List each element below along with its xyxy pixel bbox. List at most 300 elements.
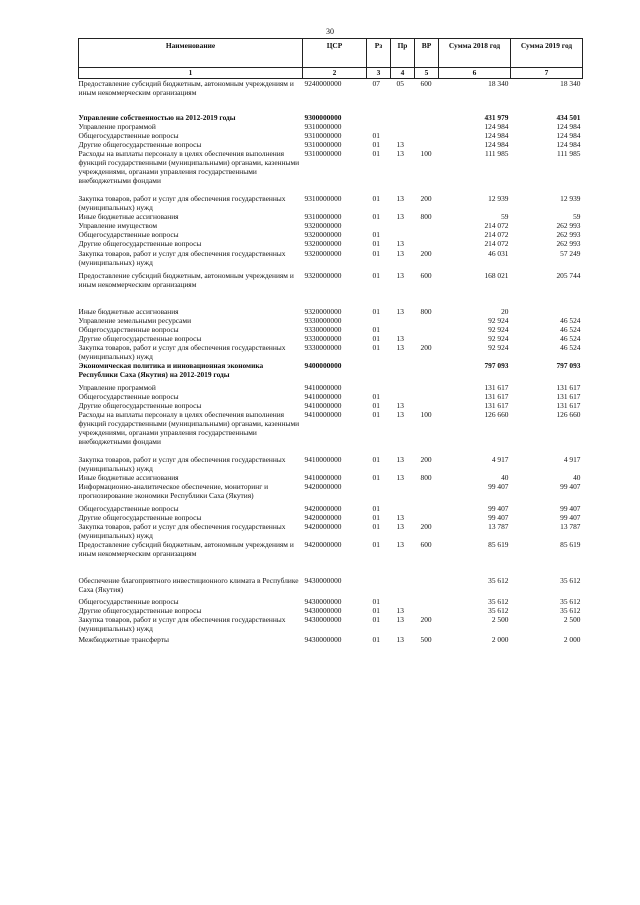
cell-rz: 01 bbox=[372, 409, 380, 419]
cell-sum-2019: 35 612 bbox=[560, 605, 581, 615]
column-number: 7 bbox=[511, 68, 583, 79]
cell-sum-2018: 20 bbox=[501, 306, 509, 316]
cell-pr bbox=[391, 122, 415, 131]
cell-sum-2018: 59 bbox=[501, 212, 509, 222]
cell-vr bbox=[415, 513, 439, 522]
cell-csr: 9310000000 bbox=[304, 194, 342, 204]
cell-csr: 9420000000 bbox=[304, 482, 342, 492]
cell-name: Управление земельными ресурсами bbox=[78, 315, 192, 325]
cell-name: Закупка товаров, работ и услуг для обеспечения государственных (муниципальных) нужд bbox=[78, 248, 286, 267]
table-row bbox=[79, 289, 583, 316]
cell-vr: 200 bbox=[420, 522, 432, 532]
cell-pr: 13 bbox=[396, 239, 404, 249]
cell-pr bbox=[391, 230, 415, 239]
cell-rz bbox=[367, 379, 391, 392]
cell-pr: 13 bbox=[396, 614, 404, 624]
cell-sum-2018: 35 612 bbox=[488, 596, 509, 606]
cell-rz bbox=[367, 361, 391, 379]
cell-csr: 9420000000 bbox=[304, 513, 342, 523]
cell-rz: 01 bbox=[372, 324, 380, 334]
cell-vr bbox=[415, 595, 439, 606]
cell-rz: 01 bbox=[372, 540, 380, 550]
table-row bbox=[79, 513, 583, 522]
cell-name: Другие общегосударственные вопросы bbox=[78, 400, 202, 410]
cell-name: Иные бюджетные ассигнования bbox=[78, 212, 179, 222]
cell-pr: 05 bbox=[396, 79, 404, 88]
cell-name: Общегосударственные вопросы bbox=[78, 131, 179, 141]
table-row bbox=[79, 446, 583, 473]
table-row bbox=[79, 316, 583, 325]
cell-sum-2018: 40 bbox=[501, 473, 509, 483]
table-row bbox=[79, 249, 583, 267]
cell-sum-2018: 92 924 bbox=[488, 324, 509, 334]
cell-sum-2018: 99 407 bbox=[488, 482, 509, 492]
cell-sum-2018: 99 407 bbox=[488, 513, 509, 523]
cell-sum-2018: 2 500 bbox=[491, 614, 509, 624]
table-row bbox=[79, 185, 583, 212]
cell-csr: 9320000000 bbox=[304, 270, 342, 280]
cell-sum-2019: 2 500 bbox=[563, 614, 581, 624]
header-vr: ВР bbox=[415, 39, 439, 68]
cell-sum-2019: 131 617 bbox=[556, 400, 581, 410]
cell-rz: 01 bbox=[372, 614, 380, 624]
cell-pr: 13 bbox=[396, 248, 404, 258]
table-body bbox=[79, 79, 583, 644]
cell-vr bbox=[415, 606, 439, 615]
cell-rz: 01 bbox=[372, 239, 380, 249]
table-row bbox=[79, 131, 583, 140]
table-row bbox=[79, 615, 583, 633]
cell-vr bbox=[415, 122, 439, 131]
cell-sum-2019: 40 bbox=[573, 473, 581, 483]
cell-vr bbox=[415, 239, 439, 248]
cell-sum-2019: 99 407 bbox=[560, 482, 581, 492]
table-row bbox=[79, 473, 583, 482]
cell-sum-2018: 431 979 bbox=[484, 113, 509, 123]
table-row bbox=[79, 410, 583, 446]
cell-vr bbox=[415, 361, 439, 379]
cell-sum-2019: 262 993 bbox=[556, 230, 581, 240]
cell-rz bbox=[367, 122, 391, 131]
cell-name: Управление программой bbox=[78, 122, 156, 132]
cell-name: Общегосударственные вопросы bbox=[78, 596, 179, 606]
page-number bbox=[0, 27, 640, 36]
cell-rz: 01 bbox=[372, 194, 380, 204]
cell-sum-2019: 59 bbox=[573, 212, 581, 222]
table-row bbox=[79, 140, 583, 149]
cell-sum-2019: 12 939 bbox=[560, 194, 581, 204]
cell-vr: 200 bbox=[420, 248, 432, 258]
cell-vr bbox=[415, 482, 439, 500]
cell-csr: 9310000000 bbox=[304, 131, 342, 141]
table-row bbox=[79, 230, 583, 239]
column-number: 5 bbox=[415, 68, 439, 79]
header-sum-2018: Сумма 2018 год bbox=[439, 39, 511, 68]
cell-name: Другие общегосударственные вопросы bbox=[78, 333, 202, 343]
cell-vr bbox=[415, 401, 439, 410]
cell-pr: 13 bbox=[396, 306, 404, 316]
cell-sum-2019: 2 000 bbox=[563, 634, 581, 644]
cell-name: Общегосударственные вопросы bbox=[78, 324, 179, 334]
cell-sum-2018: 131 617 bbox=[484, 391, 509, 401]
cell-vr: 200 bbox=[420, 194, 432, 204]
cell-csr: 9420000000 bbox=[304, 504, 342, 514]
budget-table bbox=[78, 38, 583, 644]
cell-sum-2019: 99 407 bbox=[560, 513, 581, 523]
cell-sum-2019: 797 093 bbox=[556, 360, 581, 370]
table-row bbox=[79, 500, 583, 513]
table-row bbox=[79, 343, 583, 361]
cell-rz: 01 bbox=[372, 149, 380, 159]
cell-rz: 01 bbox=[372, 634, 380, 644]
cell-csr: 9430000000 bbox=[304, 634, 342, 644]
cell-csr: 9310000000 bbox=[304, 140, 342, 150]
cell-pr: 13 bbox=[396, 473, 404, 483]
cell-rz: 01 bbox=[372, 504, 380, 514]
cell-csr: 9320000000 bbox=[304, 230, 342, 240]
column-number: 4 bbox=[391, 68, 415, 79]
cell-vr: 100 bbox=[420, 149, 432, 159]
cell-rz: 01 bbox=[372, 605, 380, 615]
cell-rz: 01 bbox=[372, 596, 380, 606]
cell-sum-2018: 2 000 bbox=[491, 634, 509, 644]
table-row bbox=[79, 633, 583, 644]
table-row bbox=[79, 97, 583, 122]
table-row bbox=[79, 595, 583, 606]
cell-rz bbox=[367, 482, 391, 500]
cell-name: Обеспечение благоприятного инвестиционного климата в Республике Саха (Якутия) bbox=[78, 576, 299, 595]
cell-sum-2019: 85 619 bbox=[560, 540, 581, 550]
cell-csr: 9320000000 bbox=[304, 221, 342, 231]
table-row bbox=[79, 79, 583, 98]
cell-rz: 01 bbox=[372, 140, 380, 150]
cell-sum-2019: 434 501 bbox=[556, 113, 581, 123]
table-row bbox=[79, 149, 583, 185]
header-sum-2019: Сумма 2019 год bbox=[511, 39, 583, 68]
cell-csr: 9310000000 bbox=[304, 212, 342, 222]
cell-csr: 9310000000 bbox=[304, 149, 342, 159]
cell-pr: 13 bbox=[396, 212, 404, 222]
cell-rz bbox=[367, 97, 391, 122]
cell-name: Другие общегосударственные вопросы bbox=[78, 239, 202, 249]
cell-sum-2018: 214 072 bbox=[484, 221, 509, 231]
column-number: 2 bbox=[303, 68, 367, 79]
cell-name: Закупка товаров, работ и услуг для обеспечения государственных (муниципальных) нужд bbox=[78, 342, 286, 361]
cell-csr: 9430000000 bbox=[304, 576, 342, 586]
cell-rz: 01 bbox=[372, 230, 380, 240]
cell-sum-2018: 92 924 bbox=[488, 333, 509, 343]
cell-rz: 01 bbox=[372, 306, 380, 316]
table-row bbox=[79, 540, 583, 558]
cell-sum-2019: 131 617 bbox=[556, 382, 581, 392]
cell-vr: 800 bbox=[420, 473, 432, 483]
cell-rz bbox=[367, 221, 391, 230]
cell-sum-2019: 126 660 bbox=[556, 409, 581, 419]
cell-pr: 13 bbox=[396, 455, 404, 465]
cell-name: Расходы на выплаты персоналу в целях обеспечения выполнения функций государственными (муниципальными) органами, казенными учреждениями, органами управления государственными внебюджетными фондами bbox=[78, 149, 300, 186]
cell-vr bbox=[415, 140, 439, 149]
column-number: 1 bbox=[79, 68, 303, 79]
cell-sum-2019: 124 984 bbox=[556, 131, 581, 141]
cell-name: Управление имуществом bbox=[78, 221, 158, 231]
cell-csr: 9330000000 bbox=[304, 324, 342, 334]
cell-sum-2018: 85 619 bbox=[488, 540, 509, 550]
cell-csr: 9310000000 bbox=[304, 122, 342, 132]
cell-name: Расходы на выплаты персоналу в целях обеспечения выполнения функций государственными (муниципальными) органами, казенными учреждениями, органами управления государственными внебюджетными фондами bbox=[78, 409, 300, 447]
cell-sum-2019: 99 407 bbox=[560, 504, 581, 514]
cell-csr: 9240000000 bbox=[304, 79, 342, 88]
cell-vr bbox=[415, 500, 439, 513]
cell-sum-2019: 205 744 bbox=[556, 270, 581, 280]
table-header bbox=[79, 39, 583, 79]
cell-csr: 9430000000 bbox=[304, 614, 342, 624]
table-row bbox=[79, 212, 583, 221]
cell-sum-2019: 18 340 bbox=[560, 79, 581, 88]
cell-rz: 01 bbox=[372, 333, 380, 343]
cell-rz: 01 bbox=[372, 473, 380, 483]
cell-vr bbox=[415, 325, 439, 334]
cell-pr: 13 bbox=[396, 409, 404, 419]
cell-sum-2018: 214 072 bbox=[484, 230, 509, 240]
cell-csr: 9320000000 bbox=[304, 239, 342, 249]
cell-rz: 01 bbox=[372, 342, 380, 352]
table-row bbox=[79, 334, 583, 343]
cell-sum-2018: 124 984 bbox=[484, 131, 509, 141]
cell-name: Предоставление субсидий бюджетным, автономным учреждениям и иным некоммерческим организациям bbox=[78, 540, 294, 559]
cell-csr: 9410000000 bbox=[304, 455, 342, 465]
cell-sum-2018: 35 612 bbox=[488, 605, 509, 615]
cell-rz: 01 bbox=[372, 455, 380, 465]
cell-pr bbox=[391, 500, 415, 513]
cell-csr: 9330000000 bbox=[304, 342, 342, 352]
cell-csr: 9330000000 bbox=[304, 315, 342, 325]
cell-rz: 01 bbox=[372, 522, 380, 532]
cell-vr bbox=[415, 379, 439, 392]
cell-pr bbox=[391, 482, 415, 500]
cell-sum-2018: 131 617 bbox=[484, 400, 509, 410]
cell-pr bbox=[391, 392, 415, 401]
cell-pr: 13 bbox=[396, 194, 404, 204]
cell-sum-2018: 168 021 bbox=[484, 270, 509, 280]
cell-name: Другие общегосударственные вопросы bbox=[78, 140, 202, 150]
cell-vr: 100 bbox=[420, 409, 432, 419]
cell-sum-2018: 46 031 bbox=[488, 248, 509, 258]
cell-vr: 600 bbox=[420, 270, 432, 280]
table-row bbox=[79, 221, 583, 230]
cell-sum-2018: 124 984 bbox=[484, 122, 509, 132]
table-row bbox=[79, 379, 583, 392]
cell-sum-2019 bbox=[511, 289, 583, 316]
cell-name: Межбюджетные трансферты bbox=[78, 634, 169, 644]
cell-sum-2019: 46 524 bbox=[560, 315, 581, 325]
cell-rz bbox=[367, 316, 391, 325]
cell-csr: 9330000000 bbox=[304, 333, 342, 343]
cell-rz: 01 bbox=[372, 513, 380, 523]
header-rz: Рз bbox=[367, 39, 391, 68]
column-number: 6 bbox=[439, 68, 511, 79]
cell-vr: 800 bbox=[420, 212, 432, 222]
table-row bbox=[79, 392, 583, 401]
cell-sum-2018: 35 612 bbox=[488, 576, 509, 586]
header-row bbox=[79, 39, 583, 68]
cell-name: Закупка товаров, работ и услуг для обеспечения государственных (муниципальных) нужд bbox=[78, 455, 286, 474]
cell-pr bbox=[391, 379, 415, 392]
cell-name: Предоставление субсидий бюджетным, автономным учреждениям и иным некоммерческим организациям bbox=[78, 79, 294, 98]
cell-pr bbox=[391, 316, 415, 325]
cell-sum-2019: 13 787 bbox=[560, 522, 581, 532]
cell-name: Информационно-аналитическое обеспечение, мониторинг и прогнозирование экономики Республики Саха (Якутия) bbox=[78, 482, 269, 501]
cell-vr: 500 bbox=[420, 634, 432, 644]
cell-pr: 13 bbox=[396, 149, 404, 159]
cell-sum-2019: 262 993 bbox=[556, 221, 581, 231]
header-name: Наименование bbox=[79, 39, 303, 68]
cell-sum-2018: 92 924 bbox=[488, 342, 509, 352]
table-row bbox=[79, 361, 583, 379]
cell-pr bbox=[391, 97, 415, 122]
cell-rz: 01 bbox=[372, 391, 380, 401]
cell-pr: 13 bbox=[396, 605, 404, 615]
cell-rz: 01 bbox=[372, 212, 380, 222]
cell-name: Закупка товаров, работ и услуг для обеспечения государственных (муниципальных) нужд bbox=[78, 194, 286, 213]
cell-pr: 13 bbox=[396, 270, 404, 280]
cell-sum-2018: 13 787 bbox=[488, 522, 509, 532]
cell-sum-2019: 124 984 bbox=[556, 140, 581, 150]
cell-csr: 9320000000 bbox=[304, 306, 342, 316]
cell-sum-2019: 111 985 bbox=[557, 149, 581, 159]
table-row bbox=[79, 239, 583, 248]
cell-vr: 200 bbox=[420, 455, 432, 465]
cell-csr: 9300000000 bbox=[304, 113, 342, 123]
cell-sum-2018: 214 072 bbox=[484, 239, 509, 249]
cell-csr: 9400000000 bbox=[304, 360, 342, 370]
cell-sum-2018: 797 093 bbox=[484, 360, 509, 370]
cell-vr bbox=[415, 230, 439, 239]
cell-csr: 9420000000 bbox=[304, 522, 342, 532]
cell-sum-2019: 35 612 bbox=[560, 596, 581, 606]
cell-csr: 9410000000 bbox=[304, 391, 342, 401]
cell-name: Предоставление субсидий бюджетным, автономным учреждениям и иным некоммерческим организациям bbox=[78, 270, 294, 289]
cell-sum-2019: 35 612 bbox=[560, 576, 581, 586]
cell-name: Другие общегосударственные вопросы bbox=[78, 605, 202, 615]
cell-rz: 01 bbox=[372, 270, 380, 280]
table-row bbox=[79, 401, 583, 410]
cell-name: Общегосударственные вопросы bbox=[78, 230, 179, 240]
cell-pr bbox=[391, 558, 415, 594]
cell-vr bbox=[415, 558, 439, 594]
cell-sum-2018: 99 407 bbox=[488, 504, 509, 514]
table-row bbox=[79, 267, 583, 289]
table-row bbox=[79, 606, 583, 615]
cell-csr: 9430000000 bbox=[304, 605, 342, 615]
cell-pr: 13 bbox=[396, 513, 404, 523]
table-row bbox=[79, 522, 583, 540]
cell-pr: 13 bbox=[396, 333, 404, 343]
column-number-row bbox=[79, 68, 583, 79]
cell-csr: 9410000000 bbox=[304, 400, 342, 410]
cell-sum-2018: 18 340 bbox=[488, 79, 509, 88]
cell-pr bbox=[391, 361, 415, 379]
cell-csr: 9320000000 bbox=[304, 248, 342, 258]
cell-sum-2018: 124 984 bbox=[484, 140, 509, 150]
cell-name: Управление собственностью на 2012-2019 годы bbox=[78, 113, 236, 123]
cell-name: Иные бюджетные ассигнования bbox=[78, 306, 179, 316]
cell-csr: 9410000000 bbox=[304, 409, 342, 419]
cell-vr bbox=[415, 392, 439, 401]
cell-sum-2019: 131 617 bbox=[556, 391, 581, 401]
cell-name: Иные бюджетные ассигнования bbox=[78, 473, 179, 483]
cell-sum-2019: 46 524 bbox=[560, 333, 581, 343]
cell-pr: 13 bbox=[396, 342, 404, 352]
table-row bbox=[79, 325, 583, 334]
header-pr: Пр bbox=[391, 39, 415, 68]
cell-csr: 9410000000 bbox=[304, 473, 342, 483]
cell-pr: 13 bbox=[396, 540, 404, 550]
cell-vr: 800 bbox=[420, 306, 432, 316]
cell-name: Закупка товаров, работ и услуг для обеспечения государственных (муниципальных) нужд bbox=[78, 614, 286, 633]
cell-sum-2018: 12 939 bbox=[488, 194, 509, 204]
cell-sum-2019: 57 249 bbox=[560, 248, 581, 258]
cell-rz bbox=[367, 558, 391, 594]
cell-sum-2019: 262 993 bbox=[556, 239, 581, 249]
cell-sum-2019: 4 917 bbox=[563, 455, 581, 465]
cell-sum-2018: 111 985 bbox=[485, 149, 509, 159]
cell-pr bbox=[391, 595, 415, 606]
cell-name: Общегосударственные вопросы bbox=[78, 391, 179, 401]
cell-rz: 01 bbox=[372, 400, 380, 410]
cell-sum-2018: 126 660 bbox=[484, 409, 509, 419]
cell-vr: 600 bbox=[420, 540, 432, 550]
column-number: 3 bbox=[367, 68, 391, 79]
cell-pr bbox=[391, 131, 415, 140]
cell-csr: 9410000000 bbox=[304, 382, 342, 392]
cell-rz: 01 bbox=[372, 248, 380, 258]
page-number-text: 30 bbox=[326, 27, 334, 36]
cell-pr bbox=[391, 221, 415, 230]
table-row bbox=[79, 482, 583, 500]
cell-sum-2019: 46 524 bbox=[560, 324, 581, 334]
cell-vr bbox=[415, 221, 439, 230]
cell-rz: 01 bbox=[372, 131, 380, 141]
cell-pr: 13 bbox=[396, 400, 404, 410]
cell-csr: 9420000000 bbox=[304, 540, 342, 550]
cell-vr: 200 bbox=[420, 342, 432, 352]
cell-vr: 200 bbox=[420, 614, 432, 624]
cell-name: Экономическая политика и инновационная экономика Республики Саха (Якутия) на 2012-2019 годы bbox=[78, 360, 264, 379]
cell-name: Закупка товаров, работ и услуг для обеспечения государственных (муниципальных) нужд bbox=[78, 522, 286, 541]
cell-name: Общегосударственные вопросы bbox=[78, 504, 179, 514]
cell-sum-2019: 124 984 bbox=[556, 122, 581, 132]
cell-vr bbox=[415, 334, 439, 343]
cell-vr bbox=[415, 131, 439, 140]
cell-pr: 13 bbox=[396, 140, 404, 150]
cell-vr bbox=[415, 97, 439, 122]
header-csr: ЦСР bbox=[303, 39, 367, 68]
cell-name: Другие общегосударственные вопросы bbox=[78, 513, 202, 523]
cell-rz: 07 bbox=[372, 79, 380, 88]
table-row bbox=[79, 122, 583, 131]
cell-sum-2019: 46 524 bbox=[560, 342, 581, 352]
cell-name: Управление программой bbox=[78, 382, 156, 392]
cell-vr bbox=[415, 316, 439, 325]
cell-csr: 9430000000 bbox=[304, 596, 342, 606]
cell-pr: 13 bbox=[396, 634, 404, 644]
cell-sum-2018: 131 617 bbox=[484, 382, 509, 392]
cell-sum-2018: 92 924 bbox=[488, 315, 509, 325]
table-row bbox=[79, 558, 583, 594]
cell-sum-2018: 4 917 bbox=[491, 455, 509, 465]
cell-pr bbox=[391, 325, 415, 334]
cell-pr: 13 bbox=[396, 522, 404, 532]
